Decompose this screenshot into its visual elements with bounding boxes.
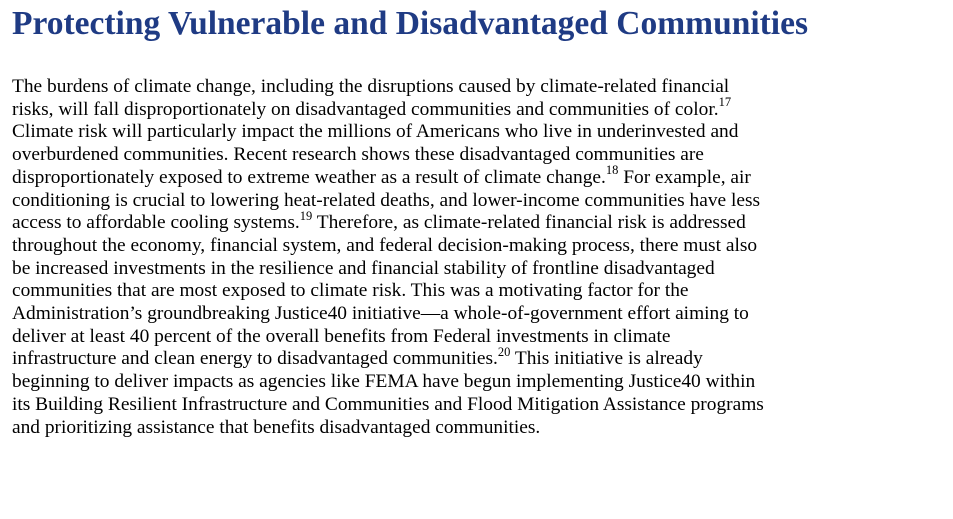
paragraph-text: Climate risk will particularly impact the millions of Americans who live in underinvested and xyxy=(12,121,739,143)
paragraph-text: risks, will fall disproportionately on disadvantaged communities and communities of color. xyxy=(12,98,719,120)
footnote-reference: 20 xyxy=(497,344,511,359)
paragraph-line xyxy=(12,344,947,371)
paragraph-line xyxy=(12,190,947,213)
paragraph-text: conditioning is crucial to lowering heat-related deaths, and lower-income communities have less xyxy=(12,189,761,211)
footnote-reference: 19 xyxy=(299,208,313,223)
paragraph-text: beginning to deliver impacts as agencies like FEMA have begun implementing Justice40 within xyxy=(12,371,756,393)
paragraph-text: Therefore, as climate-related financial risk is addressed xyxy=(312,212,746,234)
paragraph-line xyxy=(12,76,947,99)
paragraph-line xyxy=(12,235,947,258)
paragraph-line xyxy=(12,208,947,235)
paragraph-text: For example, air xyxy=(618,166,751,188)
footnote-reference: 18 xyxy=(605,163,619,178)
paragraph-text: its Building Resilient Infrastructure and Communities and Flood Mitigation Assistance programs xyxy=(12,393,764,415)
paragraph-line xyxy=(12,417,947,440)
paragraph-line xyxy=(12,394,947,417)
body-paragraph xyxy=(12,76,947,439)
paragraph-text: Administration’s groundbreaking Justice40 initiative—a whole-of-government effort aiming to xyxy=(12,303,749,325)
paragraph-line xyxy=(12,163,947,190)
paragraph-text: overburdened communities. Recent research shows these disadvantaged communities are xyxy=(12,144,704,166)
paragraph-text: be increased investments in the resilience and financial stability of frontline disadvantaged xyxy=(12,257,715,279)
paragraph-text: disproportionately exposed to extreme weather as a result of climate change. xyxy=(12,166,606,188)
paragraph-line xyxy=(12,303,947,326)
paragraph-line xyxy=(12,280,947,303)
section-heading: Protecting Vulnerable and Disadvantaged Communities xyxy=(12,5,809,42)
paragraph-line xyxy=(12,95,947,122)
paragraph-line xyxy=(12,326,947,349)
paragraph-line xyxy=(12,121,947,144)
paragraph-text: throughout the economy, financial system, and federal decision-making process, there must also xyxy=(12,234,758,256)
document-page xyxy=(12,4,947,439)
paragraph-text: This initiative is already xyxy=(510,348,703,370)
paragraph-text: infrastructure and clean energy to disadvantaged communities. xyxy=(12,348,498,370)
paragraph-line xyxy=(12,371,947,394)
paragraph-text: The burdens of climate change, including the disruptions caused by climate-related financial xyxy=(12,76,730,97)
paragraph-text: deliver at least 40 percent of the overall benefits from Federal investments in climate xyxy=(12,325,671,347)
paragraph-line xyxy=(12,144,947,167)
footnote-reference: 17 xyxy=(718,95,732,110)
paragraph-text: access to affordable cooling systems. xyxy=(12,212,300,234)
paragraph-text: communities that are most exposed to climate risk. This was a motivating factor for the xyxy=(12,280,689,302)
paragraph-line xyxy=(12,258,947,281)
paragraph-text: and prioritizing assistance that benefits disadvantaged communities. xyxy=(12,416,541,438)
